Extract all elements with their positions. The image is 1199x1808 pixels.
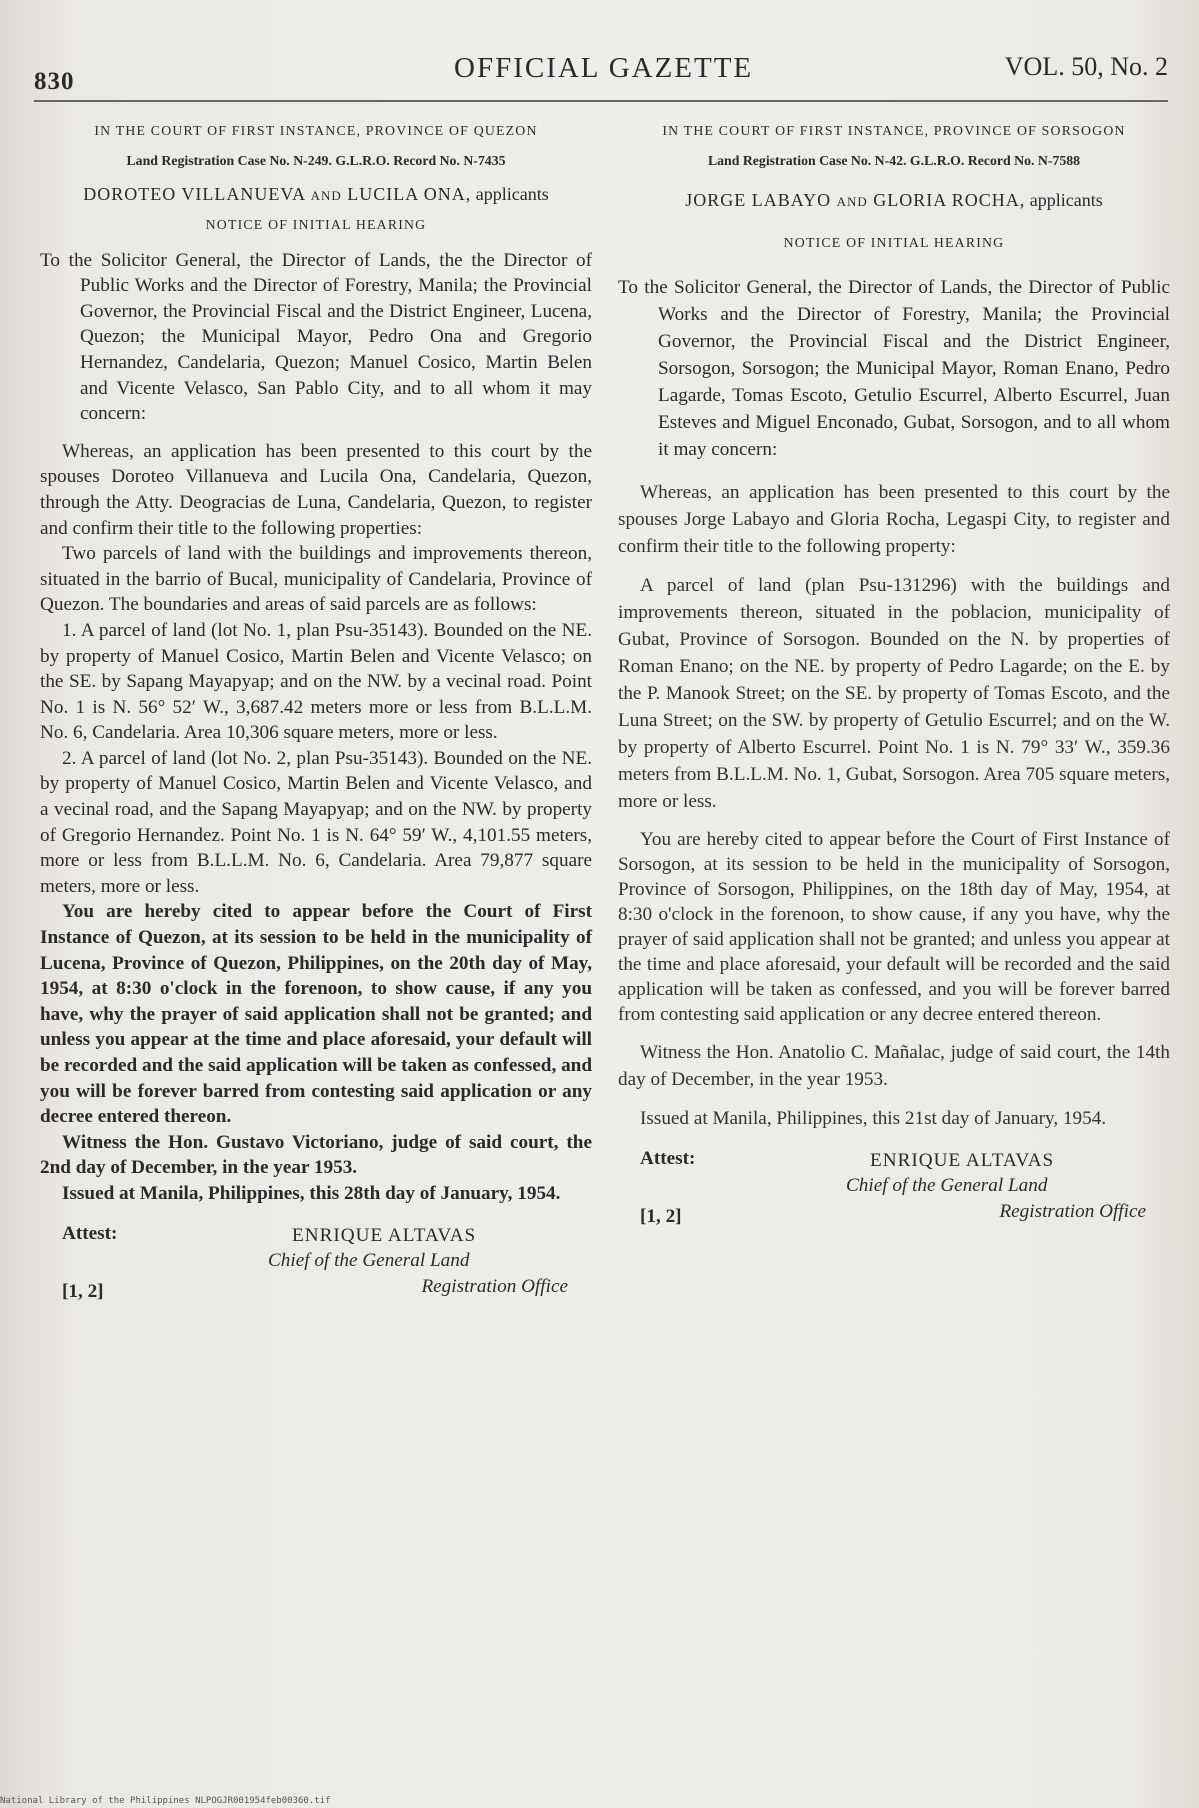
page-number: 830 [34,68,75,95]
volume-number: VOL. 50, No. 2 [1004,52,1168,81]
paragraph-application: Whereas, an application has been presented to this court by the spouses Doroteo Villanueva and Lucila Ona, Candelaria, Quezon, through the Atty. Deogracias de Luna, Candelaria, Quezon, to register and confirm their title to the following properties: [40,440,592,539]
right-column-notice [618,112,1170,1242]
paragraph-application: Whereas, an application has been presented to this court by the spouses Jorge Labayo and Gloria Rocha, Legaspi City, to register and confirm their title to the following property: [618,481,1170,557]
court-heading: IN THE COURT OF FIRST INSTANCE, PROVINCE OF QUEZON [94,123,538,138]
attest-label: Attest: [62,1222,118,1244]
issue-reference: [1, 2] [640,1205,682,1227]
signer-title-line-2: Registration Office [999,1200,1146,1222]
paragraph-witness: Witness the Hon. Gustavo Victoriano, judge of said court, the 2nd day of December, in the year 1953. [40,1131,592,1179]
signer-name: ENRIQUE ALTAVAS [870,1149,1055,1171]
attest-label: Attest: [640,1147,696,1169]
paragraph-witness: Witness the Hon. Anatolio C. Mañalac, judge of said court, the 14th day of December, in the year 1953. [618,1041,1170,1090]
applicants-line [40,182,592,206]
signer-title-line-1: Chief of the General Land [268,1250,470,1272]
header-rule [34,100,1168,102]
page-header [34,44,1168,94]
signer-title-line-2: Registration Office [421,1275,568,1297]
paragraph-issued: Issued at Manila, Philippines, this 28th day of January, 1954. [62,1182,561,1204]
publication-title: OFFICIAL GAZETTE [454,52,754,84]
notice-heading: NOTICE OF INITIAL HEARING [205,217,427,232]
scan-footer: National Library of the Philippines NLPOGJR001954feb00360.tif [0,1796,331,1806]
signer [846,1148,1146,1225]
left-column-notice [40,112,592,1317]
paragraph-citation: You are hereby cited to appear before the Court of First Instance of Quezon, at its session to be held in the municipality of Lucena, Province of Quezon, Philippines, on the 20th day of May, 1954, at 8:30 o'clock in the forenoon, to show cause, if any you have, why the prayer of said application shall not be granted; and unless you appear at the time and place aforesaid, your default will be recorded and the said application will be taken as confessed, and you will be forever barred from contesting said application or any decree entered thereon. [40,901,592,1128]
paragraph-lot-1: 1. A parcel of land (lot No. 1, plan Psu-35143). Bounded on the NE. by property of Manuel Cosico, Martin Belen and Vicente Velasco; on the SE. by Sapang Mayapyap; and on the NW. by a vecinal road. Point No. 1 is N. 56° 52′ W., 3,687.42 meters more or less from B.L.L.M. No. 6, Candelaria. Area 10,306 square meters, more or less. [40,619,592,744]
applicants-line [618,188,1170,212]
addressee-paragraph: To the Solicitor General, the Director of Lands, the Director of Public Works and the Director of Forestry, Manila; the Provincial Governor, the Provincial Fiscal and the District Engineer, Sorsogon, Sorsogon; the Municipal Mayor, Roman Enano, Pedro Lagarde, Tomas Escoto, Getulio Escurrel, Alberto Escurrel, Juan Esteves and Miguel Enconado, Gubat, Sorsogon, and to all whom it may concern: [618,276,1170,460]
paragraph-parcel: A parcel of land (plan Psu-131296) with the buildings and improvements thereon, situated in the poblacion, municipality of Gubat, Province of Sorsogon. Bounded on the N. by properties of Roman Enano; on the NE. by property of Pedro Lagarde; on the E. by the P. Manook Street; on the SE. by property of Tomas Escoto, and the Luna Street; on the SW. by property of Getulio Escurrel; and on the W. by property of Alberto Escurrel. Point No. 1 is N. 79° 33′ W., 359.36 meters from B.L.L.M. No. 1, Gubat, Sorsogon. Area 705 square meters, more or less. [618,574,1170,812]
paragraph-issued: Issued at Manila, Philippines, this 21st day of January, 1954. [640,1107,1107,1129]
notice-heading: NOTICE OF INITIAL HEARING [783,235,1005,250]
court-heading: IN THE COURT OF FIRST INSTANCE, PROVINCE OF SORSOGON [662,123,1126,138]
issue-reference: [1, 2] [62,1280,104,1302]
paragraph-parcels: Two parcels of land with the buildings and improvements thereon, situated in the barrio of Bucal, municipality of Candelaria, Province of Quezon. The boundaries and areas of said parcels are as follows: [40,543,592,616]
case-number: Land Registration Case No. N-42. G.L.R.O. Record No. N-7588 [707,153,1081,168]
addressee-paragraph: To the Solicitor General, the Director of Lands, the the Director of Public Works and the Director of Forestry, Manila; the Provincial Governor, the Provincial Fiscal and the District Engineer, Lucena, Quezon; the Municipal Mayor, Pedro Ona and Gregorio Hernandez, Candelaria, Quezon; Manuel Cosico, Martin Belen and Vicente Velasco, San Pablo City, and to all whom it may concern: [40,249,592,425]
case-number: Land Registration Case No. N-249. G.L.R.O. Record No. N-7435 [126,153,506,168]
applicant-names: JORGE LABAYO and GLORIA ROCHA, [685,190,1026,210]
paragraph-citation: You are hereby cited to appear before the Court of First Instance of Sorsogon, at its session to be held in the municipality of Sorsogon, Province of Sorsogon, Philippines, on the 18th day of May, 1954, at 8:30 o'clock in the forenoon, to show cause, if any you have, why the prayer of said application shall not be granted; and unless you appear at the time and place aforesaid, your default will be recorded and the said application will be taken as confessed, and you will be forever barred from contesting said application or any decree entered thereon. [618,828,1170,1025]
applicants-label: applicants [1025,190,1103,210]
signer-title-line-1: Chief of the General Land [846,1175,1048,1197]
paragraph-lot-2: 2. A parcel of land (lot No. 2, plan Psu-35143). Bounded on the NE. by property of Manuel Cosico, Martin Belen and Vicente Velasco, and a vecinal road, and the Sapang Mayapyap; and on the NW. by property of Gregorio Hernandez. Point No. 1 is N. 64° 59′ W., 4,101.55 meters, more or less from B.L.L.M. No. 6, Candelaria. Area 79,877 square meters, more or less. [40,747,592,897]
signer-name: ENRIQUE ALTAVAS [292,1224,477,1246]
applicants-label: applicants [471,184,549,204]
applicant-names: DOROTEO VILLANUEVA and LUCILA ONA, [83,184,472,204]
signature-block [618,1146,1170,1242]
signer [268,1223,568,1300]
signature-block [40,1221,592,1317]
